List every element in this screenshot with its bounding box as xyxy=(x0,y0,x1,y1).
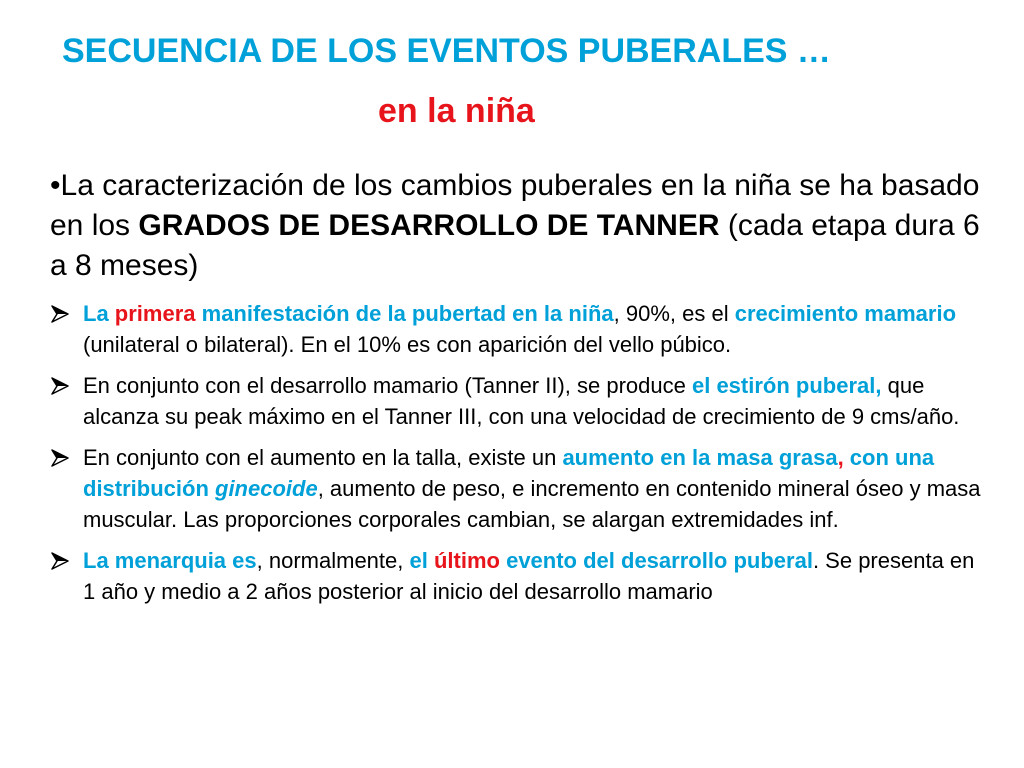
bullet-text-segment: evento del desarrollo puberal xyxy=(499,548,813,573)
arrow-bullet-icon xyxy=(50,448,70,468)
bullet-text-segment: el estirón puberal, xyxy=(691,373,882,398)
bullet-text-segment: La xyxy=(83,301,115,326)
bullet-text-segment: manifestación de la pubertad en la niña xyxy=(195,301,614,326)
bullet-text-segment: , aumento de peso, e incremento en contenido mineral óseo y masa muscular. Las proporciones corporales cambian, se alargan extremidades inf. xyxy=(83,476,981,532)
bullet-text-segment: con una distribución xyxy=(83,445,935,501)
intro-bold-text: GRADOS DE DESARROLLO DE TANNER xyxy=(138,209,720,242)
bullet-text-segment: el xyxy=(409,548,428,573)
bullet-text-segment: , 90%, es el xyxy=(613,301,735,326)
bullet-text-segment: que alcanza su peak máximo en el Tanner III, con una velocidad de crecimiento de 9 cms/año. xyxy=(83,373,960,429)
bullet-text-segment: La menarquia es xyxy=(83,548,257,573)
bullet-list xyxy=(50,298,990,617)
bullet-text-segment: ginecoide xyxy=(215,476,318,501)
bullet-item xyxy=(50,370,990,432)
bullet-text-segment: . Se presenta en 1 año y medio a 2 años posterior al inicio del desarrollo mamario xyxy=(83,548,975,604)
bullet-text-segment: último xyxy=(433,548,500,573)
bullet-text-segment: aumento en la masa grasa xyxy=(562,445,838,470)
bullet-text-segment: crecimiento mamario xyxy=(734,301,957,326)
bullet-item xyxy=(50,298,990,360)
intro-text-after: (cada etapa dura 6 a 8 meses) xyxy=(50,209,980,282)
bullet-text-segment: (unilateral o bilateral). En el 10% es con aparición del vello púbico. xyxy=(83,332,732,357)
arrow-bullet-icon xyxy=(50,304,70,324)
bullet-text-segment: En conjunto con el desarrollo mamario (Tanner II), se produce xyxy=(83,373,692,398)
intro-text-before: La caracterización de los cambios puberales en la niña se ha basado en los xyxy=(50,169,980,242)
bullet-item xyxy=(50,545,990,607)
bullet-text-segment: primera xyxy=(114,301,196,326)
title-line-2: en la niña xyxy=(378,92,535,130)
bullet-item xyxy=(50,442,990,535)
arrow-bullet-icon xyxy=(50,376,70,396)
bullet-text-segment: En conjunto con el aumento en la talla, existe un xyxy=(83,445,563,470)
title-line-1: SECUENCIA DE LOS EVENTOS PUBERALES … xyxy=(62,32,831,70)
intro-paragraph xyxy=(50,166,1000,286)
bullet-text-segment: , normalmente, xyxy=(256,548,410,573)
intro-bullet: • xyxy=(50,169,61,202)
arrow-bullet-icon xyxy=(50,551,70,571)
bullet-text-segment: , xyxy=(837,445,850,470)
